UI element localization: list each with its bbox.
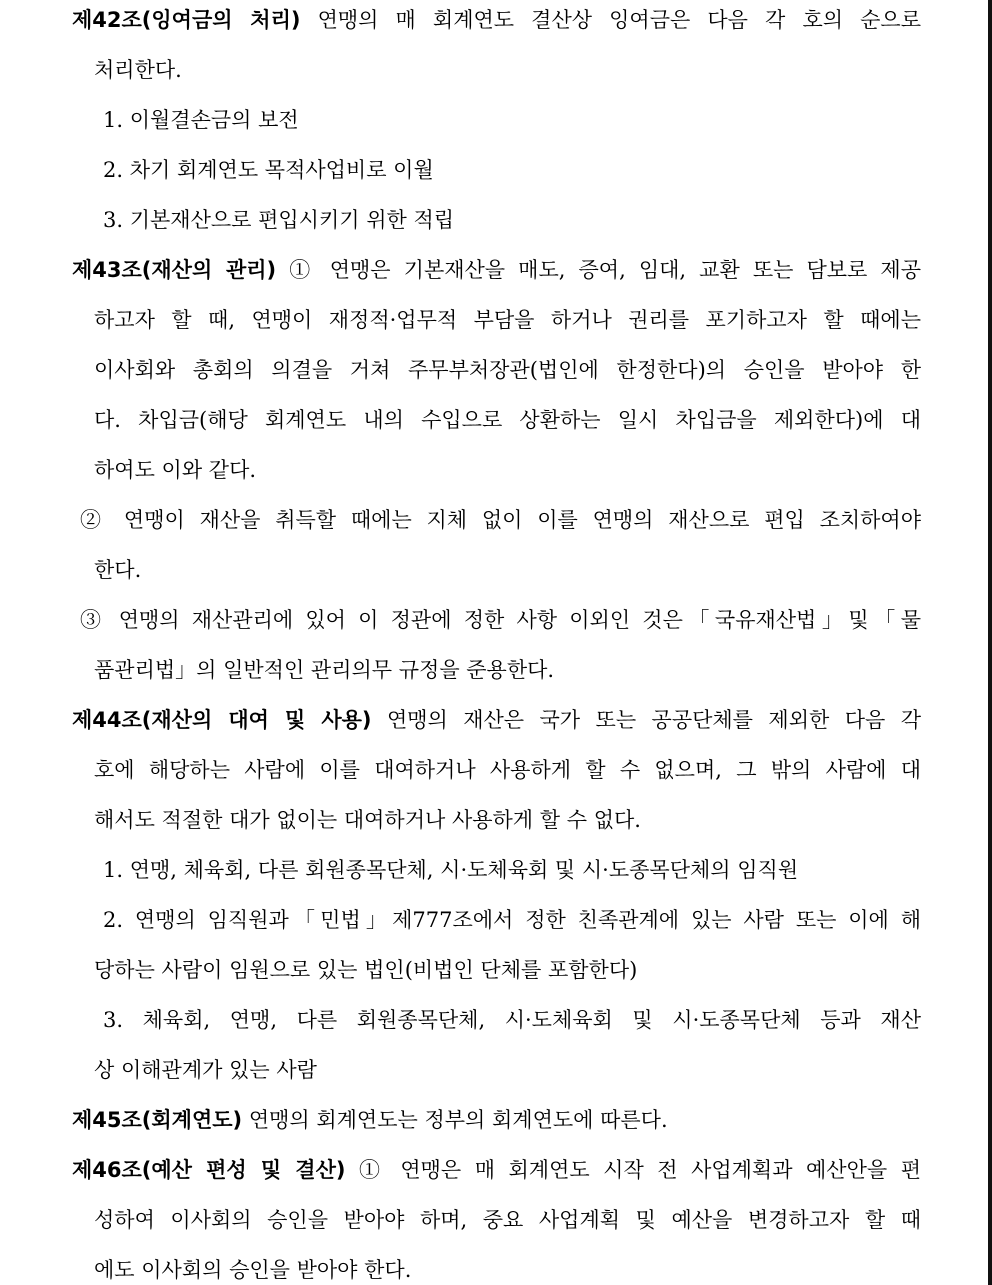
article-45-lead: 연맹의 회계연도는 정부의 회계연도에 따른다. <box>248 1108 668 1132</box>
article-45-heading: 제45조(회계연도) <box>72 1108 243 1132</box>
article-43-lead: ① 연맹은 기본재산을 매도, 증여, 임대, 교환 또는 담보로 제공 <box>289 258 921 282</box>
article-43-para-3-cont: 품관리법」의 일반적인 관리의무 규정을 준용한다. <box>94 658 555 682</box>
article-42-lead: 연맹의 매 회계연도 결산상 잉여금은 다음 각 호의 순으로 <box>317 8 921 32</box>
article-44-item-2: 2. 연맹의 임직원과「민법」제777조에서 정한 친족관계에 있는 사람 또는 이에 해 <box>103 908 921 932</box>
article-46-heading: 제46조(예산 편성 및 결산) <box>72 1158 346 1182</box>
article-44-item-3-cont: 상 이해관계가 있는 사람 <box>94 1058 317 1082</box>
article-42-line-1 <box>72 0 921 45</box>
article-44-lead-cont-2: 해서도 적절한 대가 없이는 대여하거나 사용하게 할 수 없다. <box>94 808 641 832</box>
article-43-lead-cont-1: 하고자 할 때, 연맹이 재정적·업무적 부담을 하거나 권리를 포기하고자 할 때에는 <box>94 308 921 332</box>
article-43-heading: 제43조(재산의 관리) <box>72 258 277 282</box>
article-43-lead-cont-2: 이사회와 총회의 의결을 거쳐 주무부처장관(법인에 한정한다)의 승인을 받아야 한 <box>94 358 921 382</box>
article-43-line-1 <box>72 245 921 295</box>
article-46-lead-cont-1: 성하여 이사회의 승인을 받아야 하며, 중요 사업계획 및 예산을 변경하고자 할 때 <box>94 1208 921 1232</box>
article-44-heading: 제44조(재산의 대여 및 사용) <box>72 708 372 732</box>
article-44-lead-cont-1: 호에 해당하는 사람에 이를 대여하거나 사용하게 할 수 없으며, 그 밖의 사람에 대 <box>94 758 921 782</box>
article-43-para-2-cont: 한다. <box>94 558 142 582</box>
article-46-lead-cont-2: 에도 이사회의 승인을 받아야 한다. <box>94 1258 412 1282</box>
article-44-line-1 <box>72 695 921 745</box>
article-44-item-1: 1. 연맹, 체육회, 다른 회원종목단체, 시·도체육회 및 시·도종목단체의 임직원 <box>103 858 799 882</box>
article-43-para-3: ③ 연맹의 재산관리에 있어 이 정관에 정한 사항 이외인 것은「국유재산법」및「물 <box>80 608 921 632</box>
article-46-lead: ① 연맹은 매 회계연도 시작 전 사업계획과 예산안을 편 <box>358 1158 921 1182</box>
article-43-lead-cont-4: 하여도 이와 같다. <box>94 458 257 482</box>
article-44-item-3: 3. 체육회, 연맹, 다른 회원종목단체, 시·도체육회 및 시·도종목단체 등과 재산 <box>103 1008 921 1032</box>
page-edge-divider <box>988 0 992 1285</box>
article-45-line-1 <box>72 1095 921 1145</box>
article-46-line-1 <box>72 1145 921 1195</box>
article-42-lead-cont: 처리한다. <box>94 58 182 82</box>
article-44-lead: 연맹의 재산은 국가 또는 공공단체를 제외한 다음 각 <box>386 708 921 732</box>
article-44-item-2-cont: 당하는 사람이 임원으로 있는 법인(비법인 단체를 포함한다) <box>94 958 638 982</box>
article-43-para-2: ② 연맹이 재산을 취득할 때에는 지체 없이 이를 연맹의 재산으로 편입 조치하여야 <box>80 508 921 532</box>
article-42-item-1: 1. 이월결손금의 보전 <box>103 108 299 132</box>
article-42-item-2: 2. 차기 회계연도 목적사업비로 이월 <box>103 158 434 182</box>
article-43-lead-cont-3: 다. 차입금(해당 회계연도 내의 수입으로 상환하는 일시 차입금을 제외한다)에 대 <box>94 408 921 432</box>
article-42-heading: 제42조(잉여금의 처리) <box>72 8 301 32</box>
article-42-item-3: 3. 기본재산으로 편입시키기 위한 적립 <box>103 208 455 232</box>
